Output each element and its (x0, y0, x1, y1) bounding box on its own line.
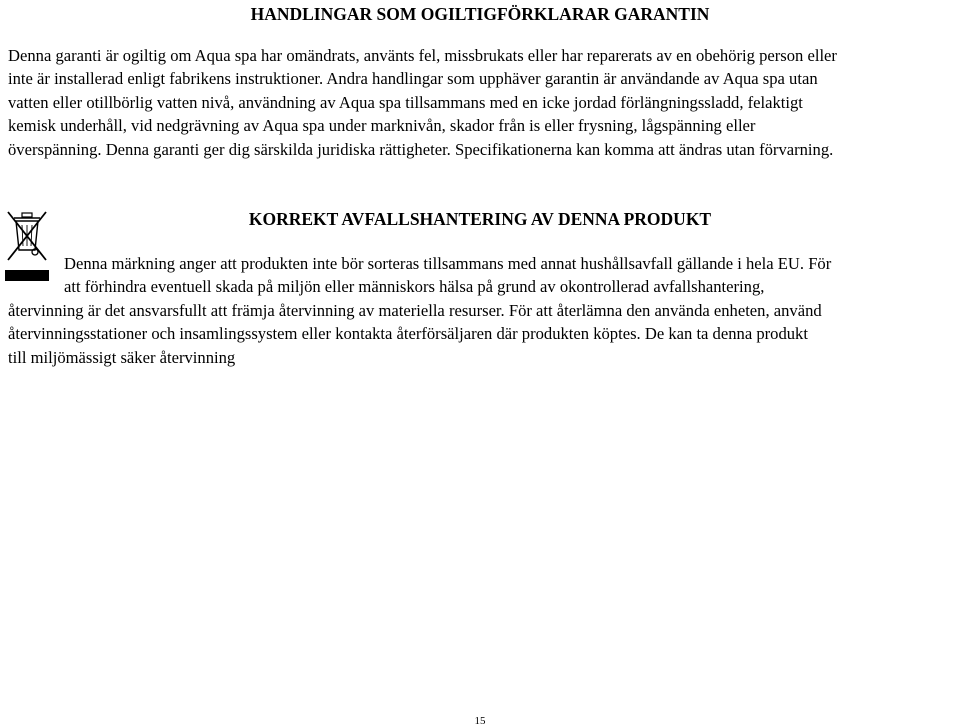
warranty-paragraph (8, 44, 956, 161)
warranty-heading: HANDLINGAR SOM OGILTIGFÖRKLARAR GARANTIN (250, 4, 710, 24)
disposal-line: att förhindra eventuell skada på miljön eller människors hälsa på grund av okontrollerad avfallshantering, (64, 277, 765, 297)
disposal-heading: KORREKT AVFALLSHANTERING AV DENNA PRODUKT (248, 209, 712, 229)
disposal-line: återvinningsstationer och insamlingssystem eller kontakta återförsäljaren där produkten köptes. De kan ta denna produkt (8, 324, 808, 344)
warranty-line: Denna garanti är ogiltig om Aqua spa har omändrats, använts fel, missbrukats eller har reparerats av en obehörig person eller (8, 46, 837, 65)
warranty-line: vatten eller otillbörlig vatten nivå, användning av Aqua spa tillsammans med en icke jordad förlängningssladd, felaktigt (8, 92, 803, 112)
warranty-line: kemisk underhåll, vid nedgrävning av Aqua spa under marknivån, skador från is eller frysning, lågspänning eller (8, 116, 756, 136)
disposal-line: Denna märkning anger att produkten inte bör sorteras tillsammans med annat hushållsavfall gällande i hela EU. För (64, 254, 832, 273)
disposal-line: till miljömässigt säker återvinning (8, 347, 236, 367)
disposal-line: återvinning är det ansvarsfullt att främja återvinning av materiella resurser. För att återlämna den använda enheten, använd (8, 300, 822, 320)
disposal-paragraph (8, 252, 956, 369)
page-number: 15 (474, 715, 486, 727)
warranty-line: överspänning. Denna garanti ger dig särskilda juridiska rättigheter. Specifikationerna kan komma att ändras utan förvarning. (8, 139, 834, 159)
warranty-line: inte är installerad enligt fabrikens instruktioner. Andra handlingar som upphäver garantin är användande av Aqua spa utan (8, 69, 818, 89)
